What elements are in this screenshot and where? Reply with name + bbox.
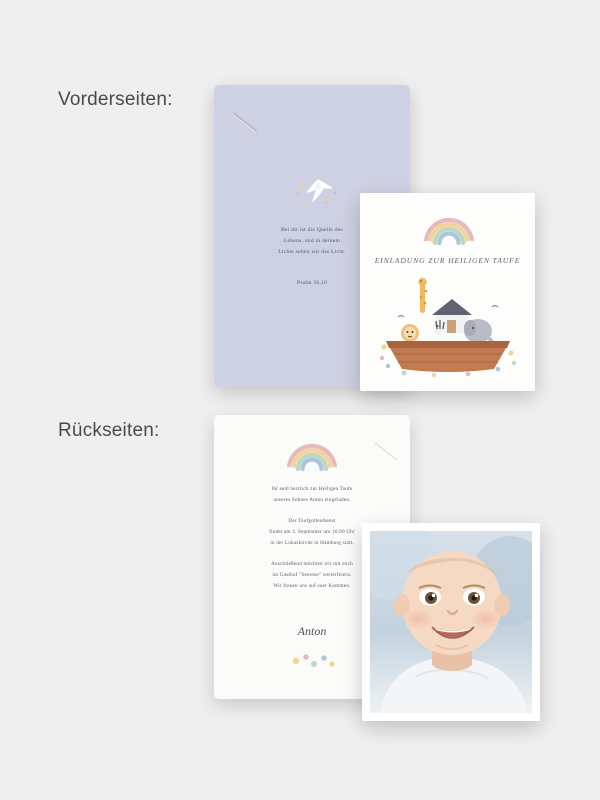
verse-line: Lichte sehen wir das Licht. [278,249,346,256]
baby-portrait-photo [370,531,532,713]
noahs-ark-illustration [374,271,522,384]
paragraph [244,484,380,505]
paragraph-line: im Gasthof "Seerose" weiterfeiern. [272,571,352,578]
back-photo-card[interactable] [362,523,540,721]
paragraph-line: unseres Sohnes Anton eingeladen. [273,496,351,503]
paragraph-line: Der Taufgottesdienst [288,518,336,525]
verse-line: Lebens, und in deinem [283,238,341,245]
paragraph [244,559,380,591]
paragraph-line: findet am 3. September um 16:00 Uhr [269,528,355,535]
paragraph-line: Ihr seid herzlich zur Heiligen Taufe [271,486,353,492]
verse-line: Bei dir ist die Quelle des [281,227,343,233]
rainbow-icon [422,215,476,250]
paragraph-line: Anschließend möchten wir mit euch [271,561,353,568]
corner-slit-decoration [375,443,398,461]
paragraph-line: in der Lukaskirche in Hamburg statt. [270,539,354,546]
front-invitation-card[interactable] [360,193,535,391]
section-label-back: Rückseiten: [58,420,160,441]
rainbow-icon [285,441,339,476]
signature-text: Anton [297,624,327,638]
invitation-title: EINLADUNG ZUR HEILIGEN TAUFE [374,256,521,265]
front-card-verse-reference: Psalm 36,10 [297,280,327,286]
paragraph [244,516,380,548]
paragraph-line: Wir freuen uns auf euer Kommen. [273,582,351,589]
corner-slit-decoration [233,112,258,132]
flower-cluster-icon [286,651,342,678]
section-label-front: Vorderseiten: [58,89,173,110]
